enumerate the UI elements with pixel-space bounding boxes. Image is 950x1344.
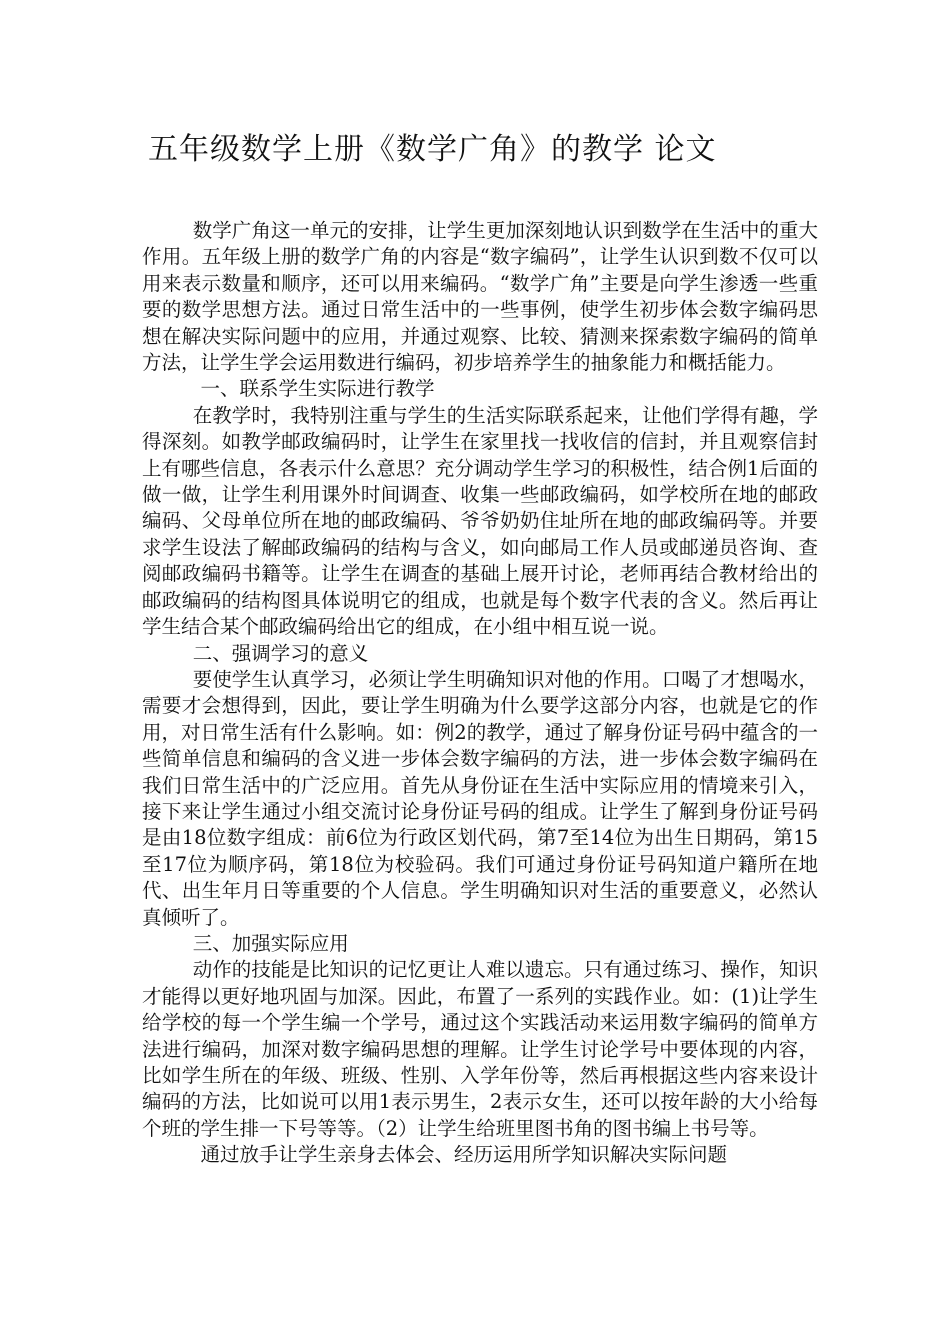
paragraph: 一、联系学生实际进行教学 (200, 377, 435, 401)
paragraph: 通过放手让学生亲身去体会、经历运用所学知识解决实际问题 (200, 1143, 728, 1167)
paragraph: 数学广角这一单元的安排，让学生更加深刻地认识到数学在生活中的重大作用。五年级上册的数学广角的内容是“数字编码”，让学生认识到数不仅可以用来表示数量和顺序，还可以用来编码。“数学广角”主要是向学生渗透一些重要的数学思想方法。通过日常生活中的一些事例，使学生初步体会数字编码思想在解决实际问题中的应用，并通过观察、比较、猜测来探索数字编码的简单方法，让学生学会运用数进行编码，初步培养学生的抽象能力和概括能力。 (142, 219, 818, 375)
paragraph: 要使学生认真学习，必须让学生明确知识对他的作用。口喝了才想喝水，需要才会想得到，因此，要让学生明确为什么要学这部分内容，也就是它的作用，对日常生活有什么影响。如：例2的教学，通过了解身份证号码中蕴含的一些简单信息和编码的含义进一步体会数字编码的方法，进一步体会数字编码在我们日常生活中的广泛应用。首先从身份证在生活中实际应用的情境来引入，接下来让学生通过小组交流讨论身份证号码的组成。让学生了解到身份证号码是由18位数字组成：前6位为行政区划代码，第7至14位为出生日期码，第15至17位为顺序码，第18位为校验码。我们可通过身份证号码知道户籍所在地代、出生年月日等重要的个人信息。学生明确知识对生活的重要意义，必然认真倾听了。 (142, 667, 818, 929)
paragraph: 三、加强实际应用 (192, 931, 349, 955)
document-title: 五年级数学上册《数学广角》的教学 论文 (148, 132, 717, 167)
document-body (142, 218, 818, 1169)
paragraph: 二、强调学习的意义 (192, 641, 369, 665)
paragraph: 动作的技能是比知识的记忆更让人难以遗忘。只有通过练习、操作，知识才能得以更好地巩固与加深。因此，布置了一系列的实践作业。如：(1)让学生给学校的每一个学生编一个学号，通过这个实践活动来运用数字编码的简单方法进行编码，加深对数字编码思想的理解。让学生讨论学号中要体现的内容，比如学生所在的年级、班级、性别、入学年份等，然后再根据这些内容来设计编码的方法，比如说可以用1表示男生，2表示女生，还可以按年龄的大小给每个班的学生排一下号等等。（2）让学生给班里图书角的图书编上书号等。 (142, 958, 818, 1140)
paragraph: 在教学时，我特别注重与学生的生活实际联系起来，让他们学得有趣，学得深刻。如教学邮政编码时，让学生在家里找一找收信的信封，并且观察信封上有哪些信息，各表示什么意思？充分调动学生学习的积极性，结合例1后面的做一做，让学生利用课外时间调查、收集一些邮政编码，如学校所在地的邮政编码、父母单位所在地的邮政编码、爷爷奶奶住址所在地的邮政编码等。并要求学生设法了解邮政编码的结构与含义，如向邮局工作人员或邮递员咨询、查阅邮政编码书籍等。让学生在调查的基础上展开讨论，老师再结合教材给出的邮政编码的结构图具体说明它的组成，也就是每个数字代表的含义。然后再让学生结合某个邮政编码给出它的组成，在小组中相互说一说。 (142, 403, 818, 639)
